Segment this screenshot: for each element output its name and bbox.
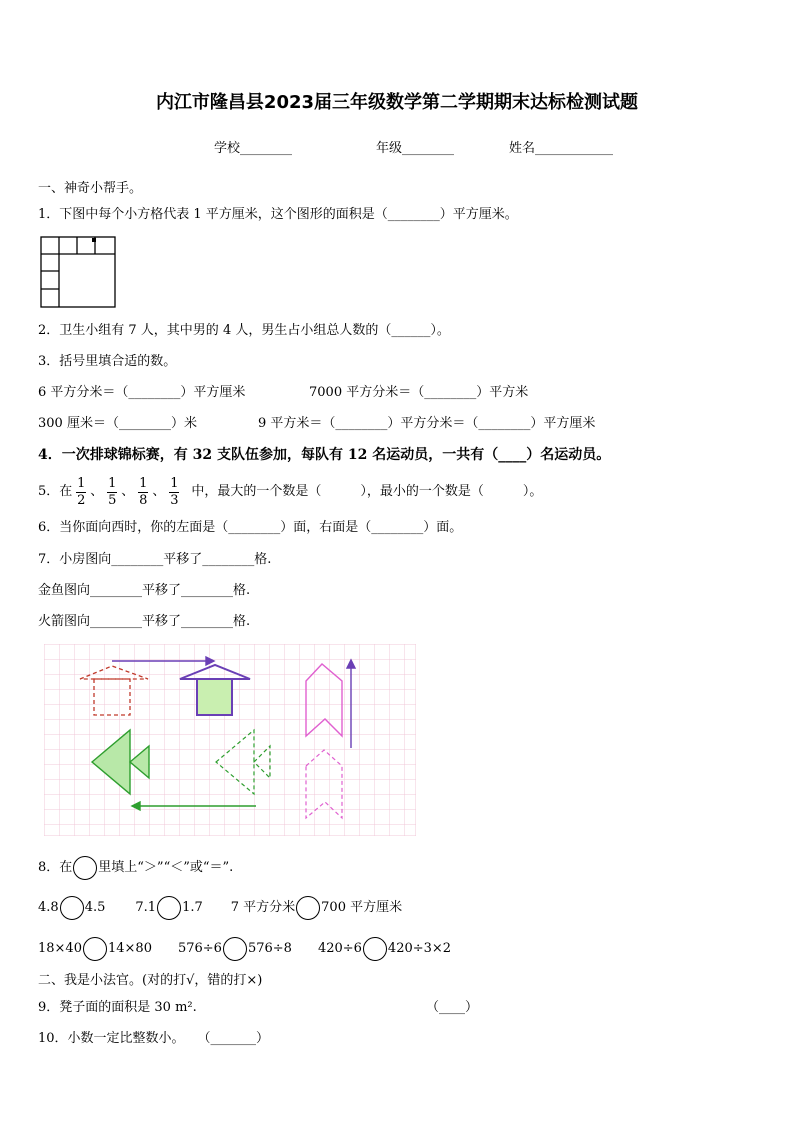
fraction-1-8: $\frac{1}{8}$ (139, 475, 148, 508)
compare-circle[interactable] (296, 896, 320, 920)
fraction-1-5: $\frac{1}{5}$ (108, 475, 117, 508)
compare-circle[interactable] (60, 896, 84, 920)
question-3: 3．括号里填合适的数。 (38, 354, 177, 369)
question-5 (38, 474, 542, 510)
fraction-1-3: $\frac{1}{3}$ (170, 475, 179, 508)
question-3c: 300 厘米＝（________）米 (38, 416, 197, 431)
compare-circle[interactable] (363, 937, 387, 961)
separator: 、 (152, 484, 166, 499)
page-title: 内江市隆昌县2023届三年级数学第二学期期末达标检测试题 (155, 92, 639, 113)
compare-circle[interactable] (83, 937, 107, 961)
separator: 、 (121, 484, 135, 499)
q5-prefix: 5．在 (38, 484, 73, 499)
area-grid-figure (40, 236, 120, 310)
question-7: 7．小房图向________平移了________格. (38, 552, 272, 567)
grade-field[interactable]: 年级________ (376, 141, 455, 156)
q5-suffix: 中，最大的一个数是（ ），最小的一个数是（ ）。 (191, 484, 543, 499)
compare-row-1: 4.8 4.5 7.1 1.7 7 平方分米 700 平方厘米 (38, 895, 402, 921)
question-1: 1．下图中每个小方格代表 1 平方厘米，这个图形的面积是（________）平方厘米。 (38, 207, 518, 222)
question-3d: 9 平方米＝（________）平方分米＝（________）平方厘米 (258, 416, 596, 431)
name-field[interactable]: 姓名____________ (509, 141, 614, 156)
question-7b: 金鱼图向________平移了________格. (38, 583, 251, 598)
question-7c: 火箭图向________平移了________格. (38, 614, 251, 629)
school-field[interactable]: 学校________ (214, 141, 293, 156)
question-3b: 7000 平方分米＝（________）平方米 (309, 385, 529, 400)
q8-prefix: 8．在 (38, 860, 73, 875)
translation-grid-figure (44, 644, 416, 836)
separator: 、 (90, 484, 104, 499)
compare-circle-example (73, 856, 97, 880)
fraction-1-2: $\frac{1}{2}$ (77, 475, 86, 508)
section-1-heading: 一、神奇小帮手。 (38, 181, 143, 196)
compare-circle[interactable] (157, 896, 181, 920)
question-4: 4．一次排球锦标赛，有 32 支队伍参加，每队有 12 名运动员，一共有（____）名运动员。 (38, 447, 611, 463)
question-2: 2．卫生小组有 7 人，其中男的 4 人，男生占小组总人数的（______）。 (38, 323, 450, 338)
compare-row-2: 18×40 14×80 576÷6 576÷8 420÷6 420÷3×2 (38, 936, 451, 962)
question-8 (38, 855, 233, 881)
student-info (214, 140, 292, 158)
question-9: 9．凳子面的面积是 30 m². (38, 1000, 197, 1015)
question-10: 10．小数一定比整数小。 （_______） (38, 1031, 270, 1046)
question-9-answer[interactable]: （____） (426, 1000, 479, 1015)
question-6: 6．当你面向西时，你的左面是（________）面，右面是（________）面。 (38, 520, 463, 535)
compare-circle[interactable] (223, 937, 247, 961)
question-3a: 6 平方分米＝（________）平方厘米 (38, 385, 246, 400)
section-2-heading: 二、我是小法官。(对的打√，错的打×) (38, 973, 263, 988)
q8-suffix: 里填上“＞”“＜”或“＝”. (98, 860, 234, 875)
